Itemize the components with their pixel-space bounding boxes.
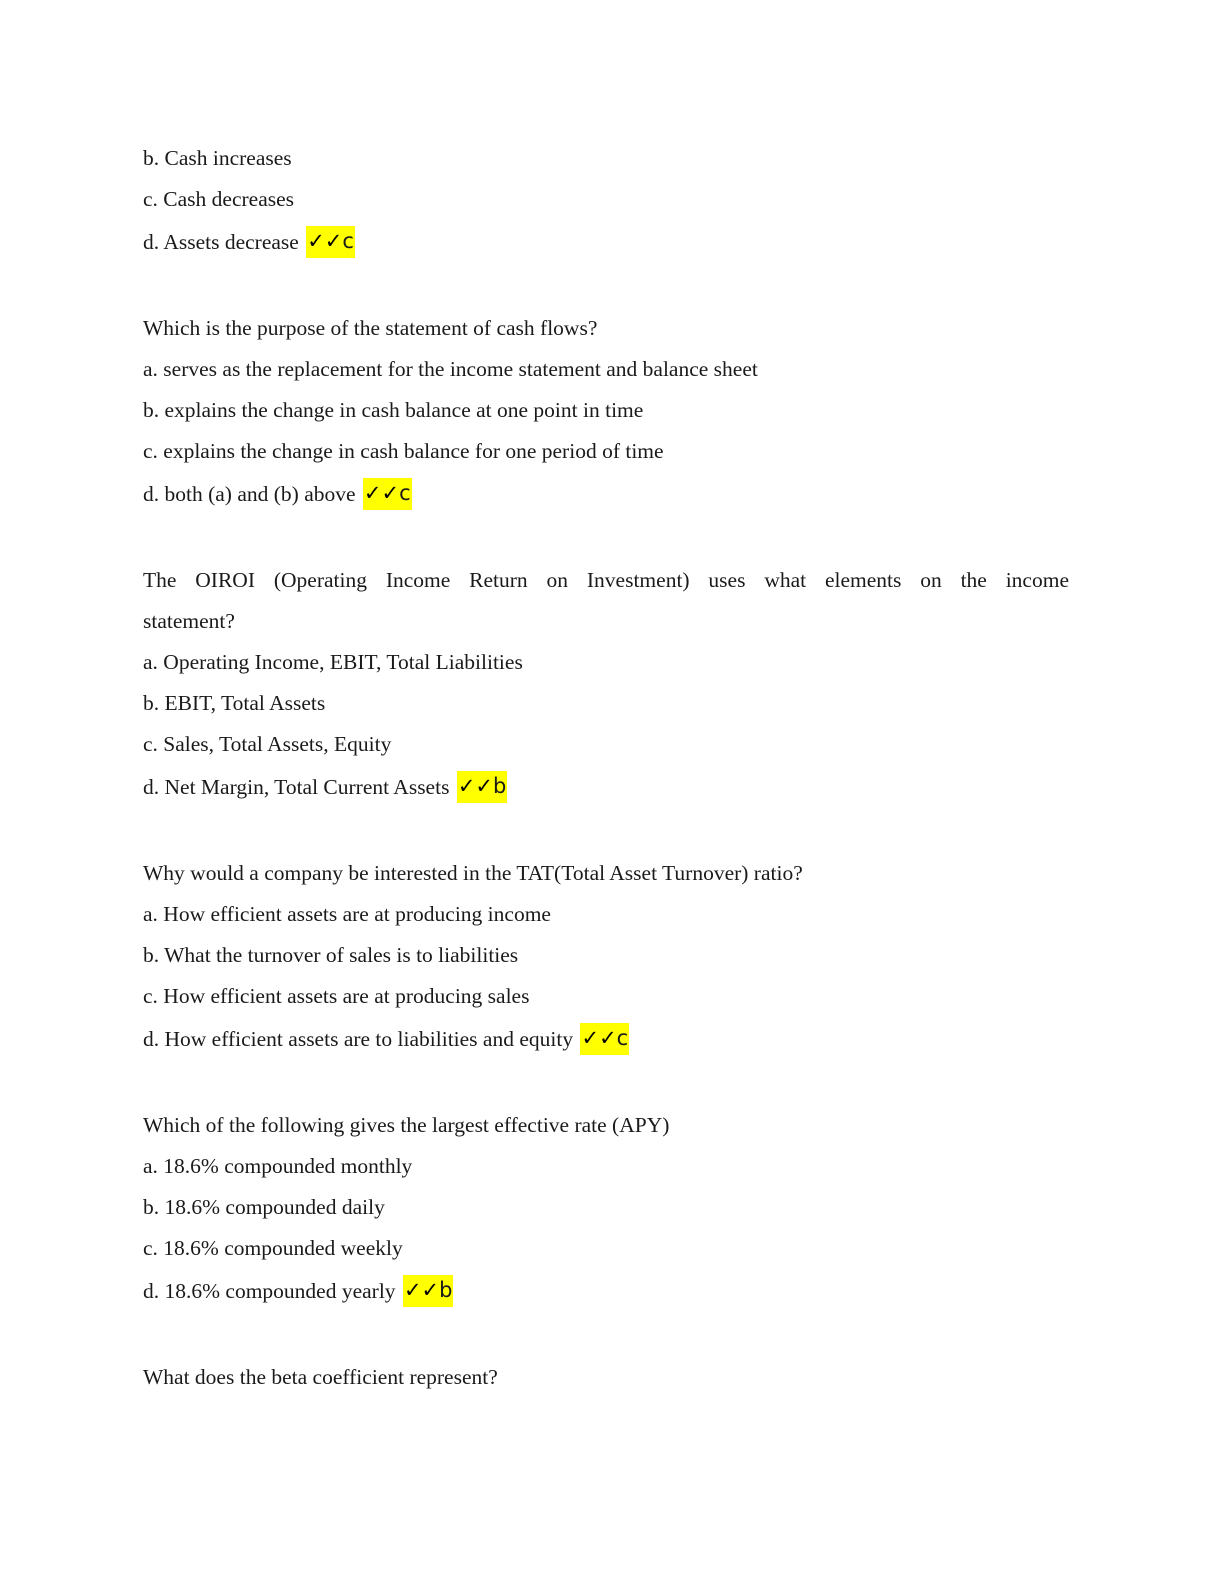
- answer-letter: c: [399, 481, 411, 506]
- option-a: a. How efficient assets are at producing income: [143, 902, 551, 926]
- answer-letter: c: [616, 1026, 629, 1051]
- option-b: b. 18.6% compounded daily: [143, 1195, 385, 1219]
- option-d-text: d. 18.6% compounded yearly: [143, 1279, 396, 1303]
- option-d-text: d. Assets decrease: [143, 230, 299, 254]
- question-text: What does the beta coefficient represent?: [143, 1365, 498, 1389]
- double-check-icon: ✓✓: [403, 1278, 440, 1303]
- double-check-icon: ✓✓: [307, 229, 343, 254]
- question-text-line-2: statement?: [143, 609, 235, 633]
- option-d: [143, 1269, 1069, 1313]
- option-c: c. Cash decreases: [143, 187, 295, 211]
- spacer: [143, 1313, 1069, 1357]
- option-b: b. EBIT, Total Assets: [143, 691, 326, 715]
- question-text: Which is the purpose of the statement of cash flows?: [143, 316, 598, 340]
- answer-highlight: [580, 1023, 629, 1055]
- option-d: [143, 220, 1069, 264]
- option-b: b. Cash increases: [143, 146, 292, 170]
- option-a: a. serves as the replacement for the income statement and balance sheet: [143, 357, 758, 381]
- answer-letter: b: [493, 774, 507, 799]
- spacer: [143, 1061, 1069, 1105]
- double-check-icon: ✓✓: [363, 481, 400, 506]
- option-a: a. 18.6% compounded monthly: [143, 1154, 413, 1178]
- option-d-text: d. How efficient assets are to liabilities and equity: [143, 1027, 574, 1051]
- option-d-text: d. Net Margin, Total Current Assets: [143, 775, 450, 799]
- spacer: [143, 516, 1069, 560]
- option-d-text: d. both (a) and (b) above: [143, 482, 356, 506]
- answer-highlight: [306, 226, 355, 258]
- answer-highlight: [363, 478, 412, 510]
- spacer: [143, 264, 1069, 308]
- option-b: b. What the turnover of sales is to liabilities: [143, 943, 519, 967]
- question-text: Why would a company be interested in the TAT(Total Asset Turnover) ratio?: [143, 861, 803, 885]
- double-check-icon: ✓✓: [581, 1026, 617, 1051]
- question-text: Which of the following gives the largest effective rate (APY): [143, 1113, 670, 1137]
- option-c: c. How efficient assets are at producing sales: [143, 984, 530, 1008]
- option-a: a. Operating Income, EBIT, Total Liabilities: [143, 650, 523, 674]
- option-c: c. 18.6% compounded weekly: [143, 1236, 403, 1260]
- option-c: c. Sales, Total Assets, Equity: [143, 732, 392, 756]
- question-text-line-1: The OIROI (Operating Income Return on Investment) uses what elements on the income: [143, 568, 1069, 592]
- document-page: [143, 138, 1069, 1398]
- answer-highlight: [403, 1275, 454, 1307]
- option-d: [143, 765, 1069, 809]
- spacer: [143, 809, 1069, 853]
- answer-letter: c: [342, 229, 354, 254]
- option-d: [143, 472, 1069, 516]
- answer-letter: b: [439, 1278, 453, 1303]
- answer-highlight: [457, 771, 508, 803]
- option-d: [143, 1017, 1069, 1061]
- double-check-icon: ✓✓: [457, 774, 494, 799]
- option-c: c. explains the change in cash balance for one period of time: [143, 439, 664, 463]
- option-b: b. explains the change in cash balance at one point in time: [143, 398, 644, 422]
